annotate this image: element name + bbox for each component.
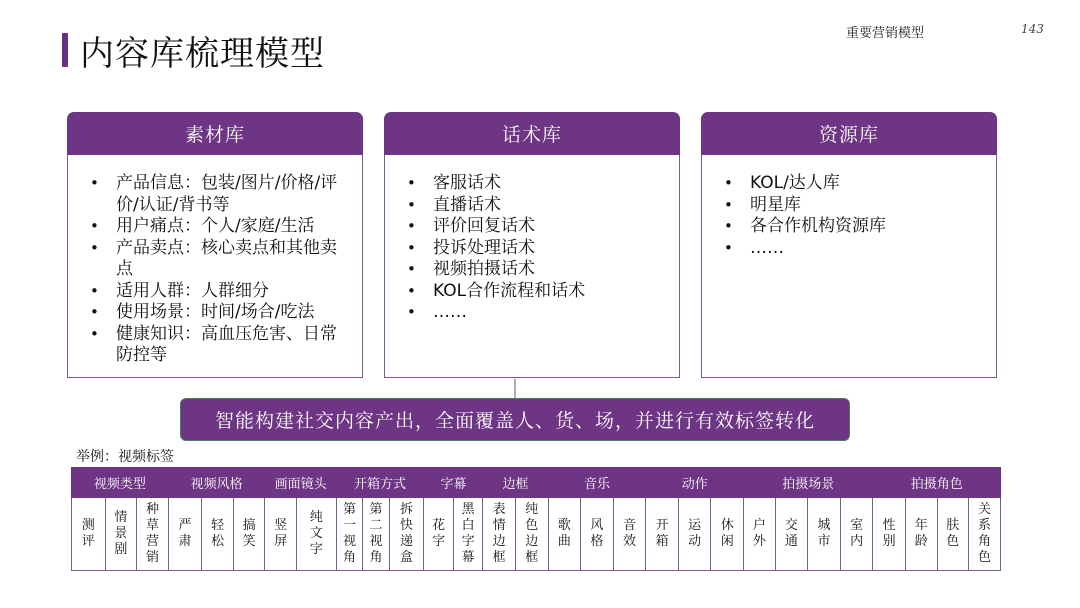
- list-item: • KOL/达人库: [724, 173, 982, 195]
- tag-cell: [873, 498, 906, 571]
- tag-label: 拆快递盒: [400, 502, 414, 565]
- tag-label: 轻松: [211, 518, 225, 549]
- list-item: • 适用人群：人群细分: [90, 281, 348, 303]
- list-item: • KOL合作流程和话术: [407, 281, 665, 303]
- tag-label: 严肃: [178, 518, 192, 549]
- tag-label: 休闲: [720, 518, 734, 549]
- tag-category: 拍摄场景: [744, 468, 873, 498]
- tag-label: 歌曲: [557, 518, 571, 549]
- tag-cell: [678, 498, 711, 571]
- tag-category: 拍摄角色: [873, 468, 1001, 498]
- tag-label: 黑白字幕: [461, 502, 475, 565]
- list-item: • 投诉处理话术: [407, 238, 665, 260]
- tag-label: 关系角色: [978, 502, 992, 565]
- tag-category: 视频风格: [168, 468, 265, 498]
- tag-cell: [265, 498, 297, 571]
- tag-label: 表情边框: [492, 502, 506, 565]
- column-header: 资源库: [701, 112, 997, 155]
- tag-category: 音乐: [548, 468, 646, 498]
- tag-cell: [453, 498, 483, 571]
- tag-category: 动作: [646, 468, 744, 498]
- section-tag: 重要营销模型: [846, 26, 925, 41]
- tag-label: 种草营销: [145, 502, 159, 565]
- tag-label: 风格: [590, 518, 604, 549]
- tag-cell: [937, 498, 969, 571]
- tag-label: 竖屏: [274, 518, 288, 549]
- tag-cell: [775, 498, 808, 571]
- tag-label: 第二视角: [369, 502, 383, 565]
- tag-cell: [137, 498, 169, 571]
- summary-banner: 智能构建社交内容产出，全面覆盖人、货、场，并进行有效标签转化: [180, 398, 850, 441]
- tag-label: 情景剧: [114, 510, 128, 557]
- tag-cell: [613, 498, 646, 571]
- list-item: • 用户痛点：个人/家庭/生活: [90, 216, 348, 238]
- tag-cell: [105, 498, 137, 571]
- page-number: 143: [1021, 22, 1044, 36]
- list-item: • 健康知识：高血压危害、日常防控等: [90, 324, 348, 367]
- page-title: 内容库梳理模型: [80, 34, 325, 74]
- tag-category: 视频类型: [72, 468, 169, 498]
- tag-label: 肤色: [946, 518, 960, 549]
- list-item: • ……: [724, 238, 982, 260]
- list-item: • 评价回复话术: [407, 216, 665, 238]
- tag-label: 开箱: [655, 518, 669, 549]
- tag-label: 年龄: [914, 518, 928, 549]
- tag-label: 测评: [81, 518, 95, 549]
- tag-label: 运动: [688, 518, 702, 549]
- tag-label: 性别: [882, 518, 896, 549]
- tag-cell: [840, 498, 873, 571]
- tag-cell: [233, 498, 265, 571]
- column-body: [67, 155, 363, 378]
- tag-label: 搞笑: [242, 518, 256, 549]
- tag-cell: [202, 498, 234, 571]
- column-material-library: [67, 112, 363, 378]
- tag-cell: [483, 498, 516, 571]
- list-item: • 客服话术: [407, 173, 665, 195]
- tag-label: 纯色边框: [525, 502, 539, 565]
- tag-cell: [515, 498, 548, 571]
- tag-cell: [548, 498, 581, 571]
- tag-label: 花字: [432, 518, 446, 549]
- list-item: • 使用场景：时间/场合/吃法: [90, 302, 348, 324]
- list-item: • 明星库: [724, 195, 982, 217]
- tag-label: 户外: [752, 518, 766, 549]
- list-item: • 产品卖点：核心卖点和其他卖点: [90, 238, 348, 281]
- tag-cell: [808, 498, 841, 571]
- tag-cell: [363, 498, 389, 571]
- list-item: • 产品信息：包装/图片/价格/评价/认证/背书等: [90, 173, 348, 216]
- list-item: • 视频拍摄话术: [407, 259, 665, 281]
- tag-cell: [646, 498, 679, 571]
- tag-category-row: [72, 468, 1001, 498]
- tag-cell: [744, 498, 776, 571]
- connector-line: [514, 379, 516, 399]
- tag-row: [72, 498, 1001, 571]
- tag-cell: [389, 498, 424, 571]
- column-body: [384, 155, 680, 378]
- tag-label: 城市: [817, 518, 831, 549]
- video-tag-table: [71, 467, 1001, 571]
- column-header: 素材库: [67, 112, 363, 155]
- tag-cell: [168, 498, 202, 571]
- tag-category: 字幕: [424, 468, 483, 498]
- tag-cell: [905, 498, 937, 571]
- example-label: 举例：视频标签: [76, 449, 174, 465]
- list-item: • 各合作机构资源库: [724, 216, 982, 238]
- list-item: • ……: [407, 302, 665, 324]
- bullet-list: [90, 173, 348, 367]
- tag-cell: [711, 498, 744, 571]
- tag-label: 纯文字: [309, 510, 323, 557]
- tag-cell: [336, 498, 362, 571]
- tag-label: 室内: [850, 518, 864, 549]
- tag-label: 音效: [623, 518, 637, 549]
- column-header: 话术库: [384, 112, 680, 155]
- bullet-list: [724, 173, 982, 259]
- tag-cell: [969, 498, 1001, 571]
- column-body: [701, 155, 997, 378]
- tag-cell: [424, 498, 454, 571]
- tag-cell: [581, 498, 614, 571]
- bullet-list: [407, 173, 665, 324]
- tag-cell: [297, 498, 337, 571]
- tag-category: 边框: [483, 468, 548, 498]
- tag-category: 画面镜头: [265, 468, 336, 498]
- tag-label: 第一视角: [342, 502, 356, 565]
- column-resource-library: [701, 112, 997, 378]
- tag-category: 开箱方式: [336, 468, 424, 498]
- tag-cell: [72, 498, 106, 571]
- column-script-library: [384, 112, 680, 378]
- list-item: • 直播话术: [407, 195, 665, 217]
- tag-label: 交通: [784, 518, 798, 549]
- title-accent-bar: [62, 33, 68, 67]
